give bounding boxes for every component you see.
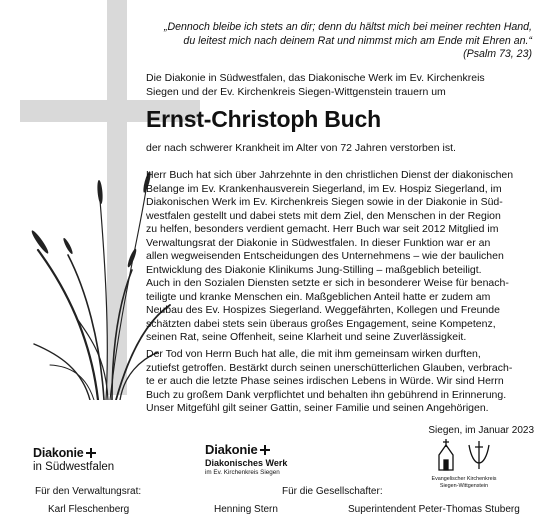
signature-label-board: Für den Verwaltungsrat: [35,486,142,497]
tribute-paragraph-1 [146,169,534,345]
paragraph-line: Buch zu großem Dank verpflichtet und behalten ihn gebührend in Erinnerung. [146,388,507,401]
logo-diakonisches-werk [205,442,287,476]
paragraph-line: Unser Mitgefühl gilt seiner Gattin, seiner Familie und seinen Angehörigen. [146,402,489,414]
intro-line-1: Die Diakonie in Südwestfalen, das Diakonische Werk im Ev. Kirchenkreis [146,72,485,84]
paragraph-line: Auch in den Sozialen Diensten setzte er sich in besonderer Weise für benach- [146,277,509,289]
tribute-paragraph-2 [146,348,534,416]
logo2-small: im Ev. Kirchenkreis Siegen [205,469,280,476]
intro-line-2: Siegen und der Ev. Kirchenkreis Siegen-Wittgenstein trauern um [146,85,446,98]
intro-text [146,72,534,99]
paragraph-line: seinen Rat, seine Offenheit, seine Klarheit und seine Zuverlässigkeit. [146,331,467,343]
paragraph-line: Belange im Ev. Krankenhausverein Siegerland, im Ev. Hospiz Siegerland, im [146,182,502,195]
paragraph-line: Neubau des Ev. Hospizes Siegerland. Weggefährten, Kollegen und Freunde [146,304,500,316]
logo3-line-2: Siegen-Wittgenstein [439,482,489,489]
paragraph-line: allen wegweisenden Entscheidungen des Unternehmens – wie der baulichen [146,250,504,262]
death-notice-line: der nach schwerer Krankheit im Alter von 72 Jahren verstorben ist. [146,142,456,154]
psalm-quote [146,21,532,62]
death-notice [146,142,534,156]
logo1-sub: in Südwestfalen [33,461,115,473]
paragraph-line: schätzten dabei stets sein überaus großes Engagement, seine Kompetenz, [146,317,496,330]
signature-name-right: Superintendent Peter-Thomas Stuberg [348,504,520,515]
deceased-name: Ernst-Christoph Buch [146,106,381,132]
logo1-brand: Diakonie [33,446,84,460]
logo3-line-1: Evangelischer Kirchenkreis [431,476,497,482]
cross-icon [260,445,270,455]
paragraph-line: Entwicklung des Diakonie Klinikums Jung-Stilling – maßgeblich beteiligt. [146,263,482,276]
paragraph-line: Der Tod von Herrn Buch hat alle, die mit ihm gemeinsam wirken durften, [146,348,481,360]
church-emblem-icon [429,439,499,471]
paragraph-line: zu helfen, besonders verdient gemacht. Herr Buch war seit 2012 Mitglied im [146,223,499,235]
paragraph-line: Herr Buch hat sich über Jahrzehnte in den christlichen Dienst der diakonischen [146,169,514,181]
quote-line-2: du leitest mich nach deinem Rat und nimmst mich am Ende mit Ehren an.“ [183,34,532,47]
paragraph-line: teiligte und kranke Menschen ein. Maßgeblichen Anteil hatte er zudem am [146,290,491,303]
paragraph-line: zutiefst getroffen. Bestärkt durch seinen unerschütterlichen Glauben, verbrach- [146,361,513,374]
quote-line-1: „Dennoch bleibe ich stets an dir; denn du hältst mich bei meiner rechten Hand, [163,21,532,33]
signature-name-middle: Henning Stern [214,504,278,515]
cross-icon [86,448,96,458]
logo-diakonie-suedwestfalen [33,446,114,473]
place-date: Siegen, im Januar 2023 [428,425,534,436]
paragraph-line: westfalen gestellt und dabei stets mit dem Ziel, den Menschen in der Region [146,209,501,222]
logo2-brand: Diakonie [205,442,258,457]
signature-label-shareholders: Für die Gesellschafter: [282,486,383,497]
quote-reference: (Psalm 73, 23) [463,48,532,60]
logo-kirchenkreis [414,439,514,489]
signature-name-board: Karl Fleschenberg [48,504,130,515]
paragraph-line: te er auch die letzte Phase seines irdischen Lebens in Würde. Wir sind Herrn [146,375,504,387]
paragraph-line: Diakonischen Werk im Ev. Kirchenkreis Siegen sowie in der Diakonie in Süd- [146,196,503,208]
paragraph-line: Verwaltungsrat der Diakonie in Südwestfalen. In dieser Funktion war er an [146,236,491,249]
logo2-sub: Diakonisches Werk [205,458,288,468]
